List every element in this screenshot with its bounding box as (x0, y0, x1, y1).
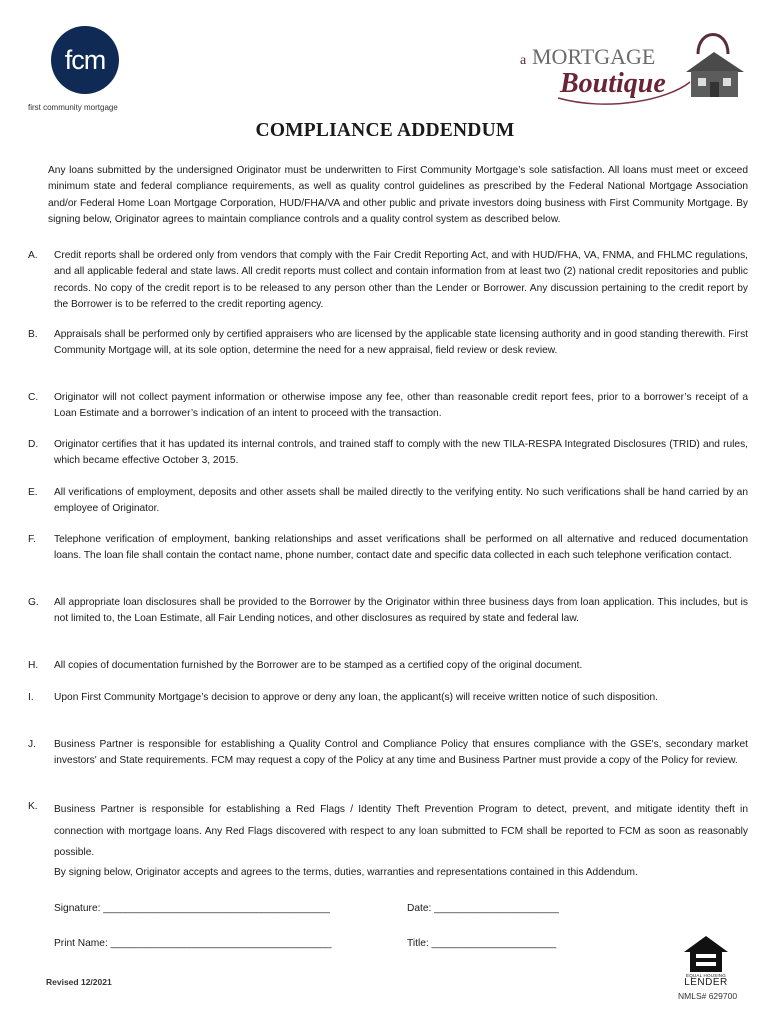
clause-f (28, 532, 750, 565)
clause-g (28, 595, 750, 628)
equal-housing-icon (678, 934, 734, 974)
clause-d (28, 437, 750, 470)
clause-e (28, 485, 750, 518)
revised-date: Revised 12/2021 (46, 977, 112, 987)
clause-text: Appraisals shall be performed only by certified appraisers who are licensed by the applicable state licensing authority and in good standing therewith. First Community Mortgage will, at its sole option, determine the need for a new appraisal, field review or desk review. (54, 329, 748, 357)
clause-text: Credit reports shall be ordered only from vendors that comply with the Fair Credit Reporting Act, and with HUD/FHA, VA, FNMA, and FHLMC regulations, and all applicable federal and state laws. All credit reports must collect and contain information from at least two (2) national credit repositories and public records. No copy of the credit report is to be released to any person other than the Lender or Borrower. Any discussion pertaining to the credit report by the Borrower is to be referred to the credit reporting agency. (54, 250, 748, 310)
clause-text: Business Partner is responsible for establishing a Quality Control and Compliance Policy that ensures compliance with the GSE's, secondary market investors' and State requirements. FCM may request a copy of the Policy at any time and Business Partner must provide a copy of the Policy for review. (54, 739, 748, 767)
clause-letter: I. (28, 692, 34, 703)
intro-paragraph: Any loans submitted by the undersigned Originator must be underwritten to First Community Mortgage’s sole satisfaction. All loans must meet or exceed minimum state and federal compliance requirements, as well as quality control guidelines as prescribed by the Federal National Mortgage Association and/or Federal Home Loan Mortgage Corporation, HUD/FHA/VA and other public and private investors doing business with First Community Mortgage. By signing below, Originator agrees to maintain compliance controls and a quality control system as described below. (48, 165, 748, 225)
clause-letter: J. (28, 739, 36, 750)
fcm-logo-circle: fcm (51, 26, 119, 94)
fcm-tagline: first community mortgage (28, 103, 118, 112)
clause-h (28, 658, 750, 674)
clause-letter: H. (28, 660, 39, 671)
clause-text: Upon First Community Mortgage’s decision to approve or deny any loan, the applicant(s) will receive written notice of such disposition. (54, 692, 658, 703)
clause-text: Business Partner is responsible for establishing a Red Flags / Identity Theft Prevention Program to detect, prevent, and mitigate identity theft in connection with mortgage loans. Any Red Flags discovered with respect to any loan submitted to FCM shall be reported to FCM as soon as reasonably possible. (54, 804, 748, 858)
boutique-word-boutique: Boutique (560, 68, 666, 99)
clause-letter: F. (28, 534, 36, 545)
clause-letter: C. (28, 392, 39, 403)
clause-text: All copies of documentation furnished by the Borrower are to be stamped as a certified copy of the original document. (54, 660, 583, 671)
clause-text: All appropriate loan disclosures shall be provided to the Borrower by the Originator within three business days from loan application. This includes, but is not limited to, the Loan Estimate, all Fair Lending notices, and other disclosures as required by state and federal law. (54, 597, 748, 625)
clause-k (28, 799, 750, 864)
clause-j (28, 737, 750, 770)
signature-field[interactable]: Signature: ________________________________________ (54, 903, 330, 914)
clause-a (28, 248, 750, 313)
agreement-statement (28, 865, 750, 881)
fcm-logo (24, 22, 164, 114)
document-title: COMPLIANCE ADDENDUM (255, 120, 515, 141)
clause-letter: K. (28, 801, 38, 812)
agreement-text: By signing below, Originator accepts and agrees to the terms, duties, warranties and representations contained in this Addendum. (54, 867, 638, 878)
clause-text: Telephone verification of employment, banking relationships and asset verifications shall be performed on all alternative and reduced documentation loans. The loan file shall contain the contact name, phone number, contact date and specific data collected in each such telephone verification contact. (54, 534, 748, 562)
print-name-field[interactable]: Print Name: _______________________________________ (54, 938, 332, 949)
clause-text: All verifications of employment, deposits and other assets shall be mailed directly to the verifying entity. No such verifications shall be hand carried by an employee of Originator. (54, 487, 748, 515)
house-bag-icon (518, 20, 750, 118)
clause-letter: G. (28, 597, 39, 608)
date-field[interactable]: Date: ______________________ (407, 903, 559, 914)
clause-letter: B. (28, 329, 38, 340)
clause-text: Originator certifies that it has updated its internal controls, and trained staff to comply with the new TILA-RESPA Integrated Disclosures (TRID) and rules, which became effective October 3, 2015. (54, 439, 748, 467)
clause-letter: A. (28, 250, 38, 261)
clause-i (28, 690, 750, 706)
clause-letter: D. (28, 439, 39, 450)
clause-c (28, 390, 750, 423)
equal-housing-lender-logo (678, 934, 734, 986)
title-field[interactable]: Title: ______________________ (407, 938, 557, 949)
boutique-word-mortgage: MORTGAGE (532, 44, 656, 69)
nmls-number: NMLS# 629700 (678, 991, 738, 1001)
eho-lender-text: LENDER (684, 977, 728, 988)
eho-text: EQUAL HOUSING (686, 973, 726, 978)
clause-text: Originator will not collect payment information or otherwise impose any fee, other than reasonable credit report fees, prior to a borrower’s receipt of a Loan Estimate and a borrower’s indication of an intent to proceed with the transaction. (54, 392, 748, 420)
boutique-prefix: a (520, 53, 527, 68)
clause-b (28, 327, 750, 360)
clause-letter: E. (28, 487, 38, 498)
mortgage-boutique-logo (518, 20, 750, 118)
